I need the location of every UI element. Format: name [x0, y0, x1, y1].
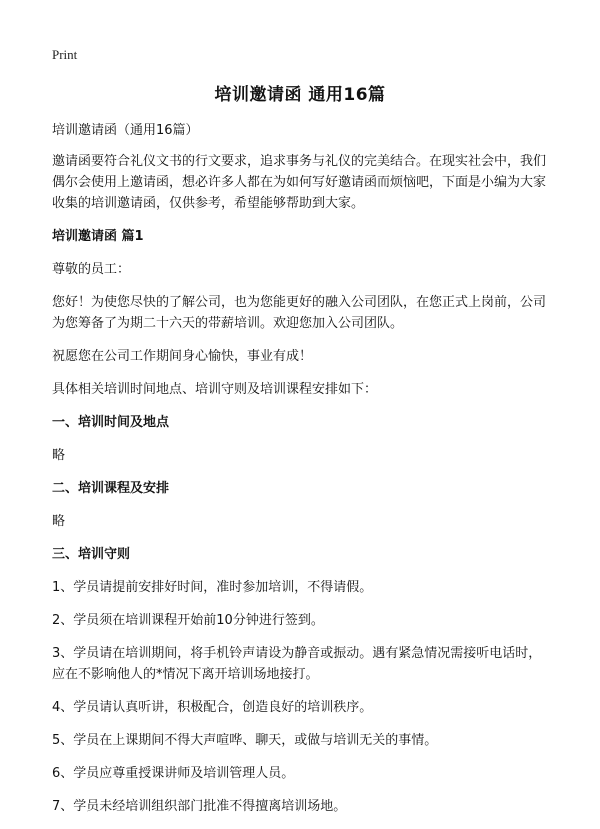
- course-schedule-body: 略: [52, 514, 66, 529]
- rule-item: 1、学员请提前安排好时间，准时参加培训，不得请假。: [52, 580, 373, 595]
- document-subtitle: 培训邀请函（通用16篇）: [52, 123, 199, 138]
- print-label: Print: [52, 47, 78, 62]
- heading-time-location: 一、培训时间及地点: [52, 415, 170, 430]
- rule-item: 6、学员应尊重授课讲师及培训管理人员。: [52, 766, 295, 781]
- wishes-paragraph: 祝愿您在公司工作期间身心愉快，事业有成！: [52, 349, 313, 364]
- details-intro-paragraph: 具体相关培训时间地点、培训守则及培训课程安排如下：: [52, 382, 378, 397]
- heading-course-schedule: 二、培训课程及安排: [52, 481, 170, 496]
- document-body: [52, 120, 552, 829]
- rule-item: 7、学员未经培训组织部门批准不得擅离培训场地。: [52, 799, 347, 814]
- document-title: 培训邀请函 通用16篇: [214, 85, 386, 105]
- welcome-paragraph: 您好！为使您尽快的了解公司，也为您能更好的融入公司团队，在您正式上岗前，公司为您筹备了为期二十六天的带薪培训。欢迎您加入公司团队。: [52, 295, 547, 331]
- rule-item: 2、学员须在培训课程开始前10分钟进行签到。: [52, 613, 324, 628]
- time-location-body: 略: [52, 448, 66, 463]
- intro-paragraph: 邀请函要符合礼仪文书的行文要求，追求事务与礼仪的完美结合。在现实社会中，我们偶尔会使用上邀请函，想必许多人都在为如何写好邀请函而烦恼吧，下面是小编为大家收集的培训邀请函，仅供参考，希望能够帮助到大家。: [52, 154, 547, 211]
- salutation: 尊敬的员工：: [52, 262, 131, 277]
- rule-item: 4、学员请认真听讲，积极配合，创造良好的培训秩序。: [52, 700, 373, 715]
- section-heading: 培训邀请函 篇1: [52, 229, 144, 244]
- rule-item: 3、学员请在培训期间，将手机铃声请设为静音或振动。遇有紧急情况需接听电话时，应在不影响他人的*情况下离开培训场地接打。: [52, 646, 542, 682]
- heading-training-rules: 三、培训守则: [52, 547, 131, 562]
- rule-item: 5、学员在上课期间不得大声喧哗、聊天，或做与培训无关的事情。: [52, 733, 438, 748]
